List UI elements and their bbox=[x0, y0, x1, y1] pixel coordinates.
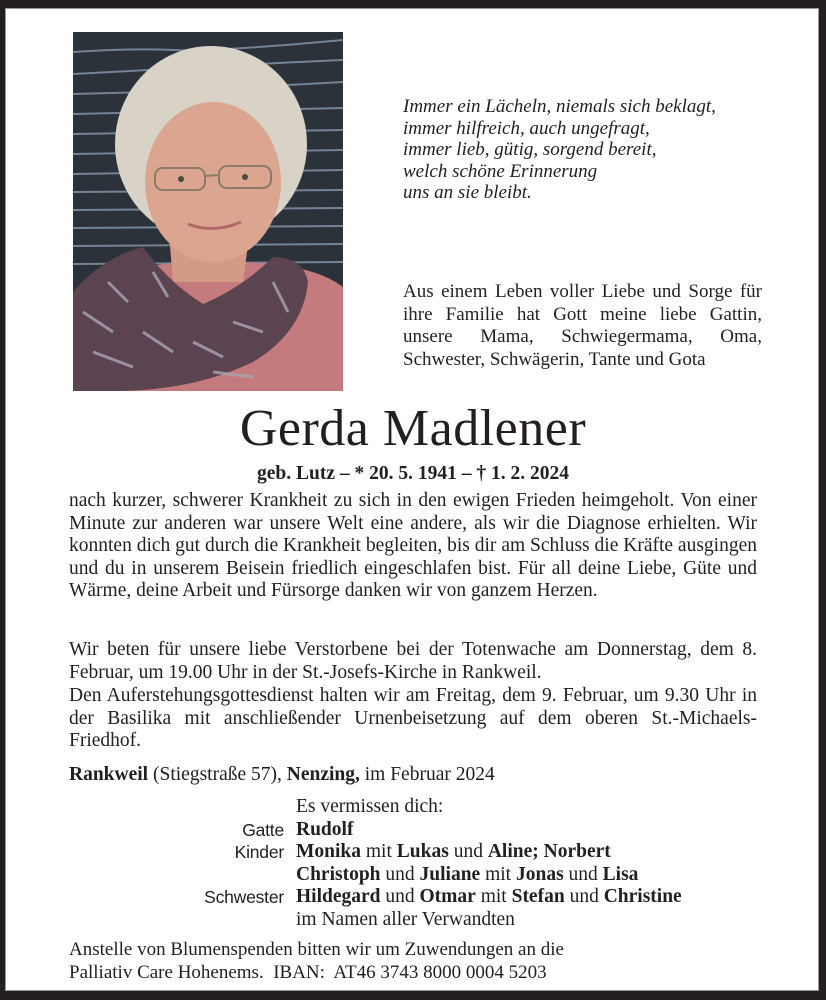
date-line: im Februar 2024 bbox=[359, 764, 495, 785]
donation-line-2 bbox=[69, 962, 769, 985]
mourner-name: Otmar bbox=[419, 886, 476, 908]
mourner-name: Rudolf bbox=[296, 818, 354, 840]
donation-line-1: Anstelle von Blumenspenden bitten wir um Zuwendungen an die bbox=[69, 939, 564, 960]
mourner-name: Jonas bbox=[515, 863, 564, 885]
mourner-names bbox=[296, 819, 353, 842]
address: (Stiegstraße 57), bbox=[148, 764, 287, 785]
mourner-names bbox=[296, 864, 638, 887]
connector: und bbox=[380, 863, 420, 885]
mourner-name: Stefan bbox=[511, 886, 565, 908]
connector: mit bbox=[361, 841, 397, 863]
iban-number: AT46 3743 8000 0004 5203 bbox=[333, 961, 547, 983]
connector: und bbox=[380, 886, 420, 908]
mourner-row-schwester bbox=[0, 886, 826, 909]
connector: und bbox=[564, 886, 604, 908]
mourner-row-gatte bbox=[0, 819, 826, 842]
mourner-name: Lukas bbox=[396, 841, 449, 863]
mourners-intro: Es vermissen dich: bbox=[296, 796, 444, 817]
portrait-photo bbox=[73, 32, 343, 391]
poem-line: immer lieb, gütig, sorgend bereit, bbox=[403, 139, 657, 161]
mourner-name: Aline; Norbert bbox=[487, 841, 611, 863]
poem-line: immer hilfreich, auch ungefragt, bbox=[403, 117, 650, 139]
donation-request bbox=[69, 939, 769, 984]
portrait-image bbox=[73, 32, 343, 391]
mourner-row-kinder bbox=[0, 841, 826, 864]
intro-text: Aus einem Leben voller Liebe und Sorge für ihre Familie hat Gott meine liebe Gattin, unsere Mama, Schwiegermama, Oma, Schwester, Schwägerin, Tante und Gota bbox=[403, 281, 762, 370]
connector: und bbox=[563, 863, 603, 885]
connector: mit bbox=[475, 886, 512, 908]
mourner-name: Juliane bbox=[419, 863, 481, 885]
memorial-poem bbox=[403, 96, 793, 204]
mourners-intro-row bbox=[0, 796, 826, 819]
mourner-name: Hildegard bbox=[296, 886, 381, 908]
relation-label: Schwester bbox=[204, 887, 284, 908]
town-rankweil: Rankweil bbox=[69, 764, 149, 785]
connector: und bbox=[448, 841, 488, 863]
relation-label: Kinder bbox=[234, 842, 284, 863]
mourner-row-kinder-cont bbox=[0, 864, 826, 887]
body-paragraph-1: nach kurzer, schwerer Krankheit zu sich in den ewigen Frieden heimgeholt. Von einer Minute zur anderen war unsere Welt eine andere, als wir die Diagnose erhielten. Wir konnten dich gut durch die Krankheit begleiten, bis dir am Schluss die Kräfte ausgingen und du in unserem Beisein friedlich eingeschlafen bist. Für all deine Liebe, Güte und Wärme, deine Arbeit und Fürsorge danken wir von ganzem Herzen. bbox=[69, 490, 757, 602]
mourner-name: Christine bbox=[603, 886, 682, 908]
poem-line: welch schöne Erinnerung bbox=[403, 160, 598, 182]
relation-label: Gatte bbox=[242, 819, 284, 840]
mourners-list bbox=[0, 796, 826, 932]
birth-death-details: geb. Lutz – * 20. 5. 1941 – † 1. 2. 2024 bbox=[257, 463, 569, 484]
deceased-name: Gerda Madlener bbox=[239, 400, 587, 457]
mourner-name: Lisa bbox=[602, 863, 639, 885]
mourners-closing: im Namen aller Verwandten bbox=[296, 908, 515, 930]
town-nenzing: Nenzing, bbox=[286, 764, 360, 785]
poem-line: uns an sie bleibt. bbox=[403, 182, 532, 204]
body-paragraph-2: Wir beten für unsere liebe Verstorbene bei der Totenwache am Donnerstag, dem 8. Februar, um 19.00 Uhr in der St.-Josefs-Kirche in Rankweil. bbox=[69, 639, 757, 683]
poem-line: Immer ein Lächeln, niemals sich beklagt, bbox=[403, 96, 716, 117]
mourner-names bbox=[296, 841, 611, 864]
mourners-closing-row bbox=[0, 909, 826, 932]
body-paragraph-3: Den Auferstehungsgottesdienst halten wir am Freitag, dem 9. Februar, um 9.30 Uhr in der Basilika mit anschließender Urnenbeisetzung auf dem oberen St.-Michaels-Friedhof. bbox=[69, 685, 757, 752]
place-and-date bbox=[69, 763, 769, 787]
mourner-name: Christoph bbox=[296, 863, 381, 885]
connector: mit bbox=[480, 863, 516, 885]
mourner-names bbox=[296, 886, 682, 909]
donation-recipient: Palliativ Care Hohenems. IBAN: bbox=[69, 961, 334, 983]
mourner-name: Monika bbox=[296, 841, 362, 863]
